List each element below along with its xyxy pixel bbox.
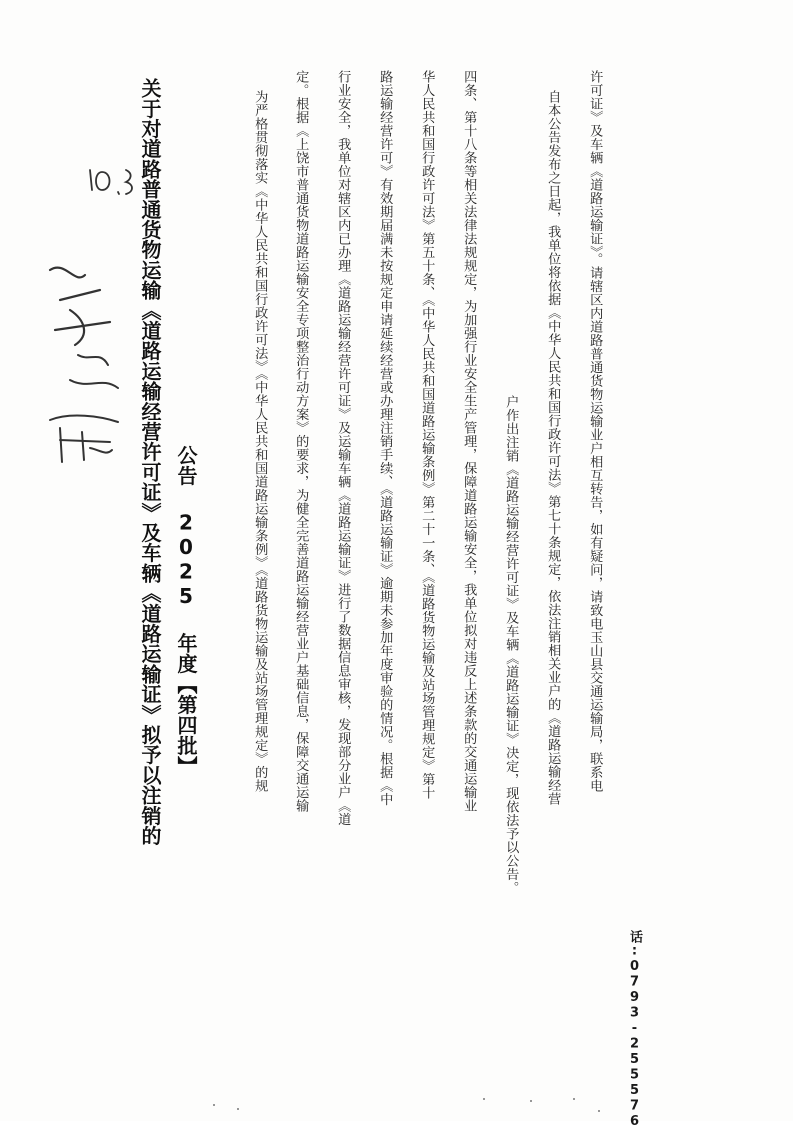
contact-phone-line: 话:0793-255576 (627, 930, 642, 1130)
notice-title-line2: 公告 2025 年度【第四批】 (174, 445, 198, 777)
paragraph-line-3: 行业安全，我单位对辖区内已办理《道路运输经营许可证》及运输车辆《道路运输证》进行了数据信息审核，发现部分业户《道 (335, 70, 351, 826)
paragraph-line-4: 路运输经营许可》有效期届满未按规定申请延续经营或办理注销手续、《道路运输证》逾期未参加年度审验的情况。根据《中 (377, 70, 393, 806)
notice-title-line1: 关于对道路普通货物运输《道路运输经营许可证》及车辆《道路运输证》拟予以注销的 (138, 78, 162, 846)
paragraph-line-9: 许可证》及车辆《道路运输证》。请辖区内道路普通货物运输业户相互转告，如有疑问，请致电玉山县交通运输局，联系电 (587, 70, 603, 793)
handwritten-signature (30, 150, 140, 470)
paragraph-line-6: 四条、第十八条等相关法律法规规定，为加强行业安全生产管理，保障道路运输安全，我单位拟对违反上述条款的交通运输业 (461, 70, 477, 813)
paragraph-line-1: 为严格贯彻落实《中华人民共和国行政许可法》《中华人民共和国道路运输条例》《道路货物运输及站场管理规定》的规 (252, 90, 268, 793)
signature-strokes (30, 150, 140, 470)
paragraph-line-8: 自本公告发布之日起，我单位将依据《中华人民共和国行政许可法》第七十条规定，依法注销相关业户的《道路运输经营 (545, 90, 561, 806)
paragraph-line-2: 定。根据《上饶市普通货物道路运输安全专项整治行动方案》的要求，为健全完善道路运输经营业户基础信息，保障交通运输 (293, 70, 309, 813)
paragraph-line-7: 户作出注销《道路运输经营许可证》及车辆《道路运输证》决定，现依法予以公告。 (503, 395, 519, 895)
paragraph-line-5: 华人民共和国行政许可法》第五十条、《中华人民共和国道路运输条例》第二十一条、《道路货物运输及站场管理规定》第十 (419, 70, 435, 800)
